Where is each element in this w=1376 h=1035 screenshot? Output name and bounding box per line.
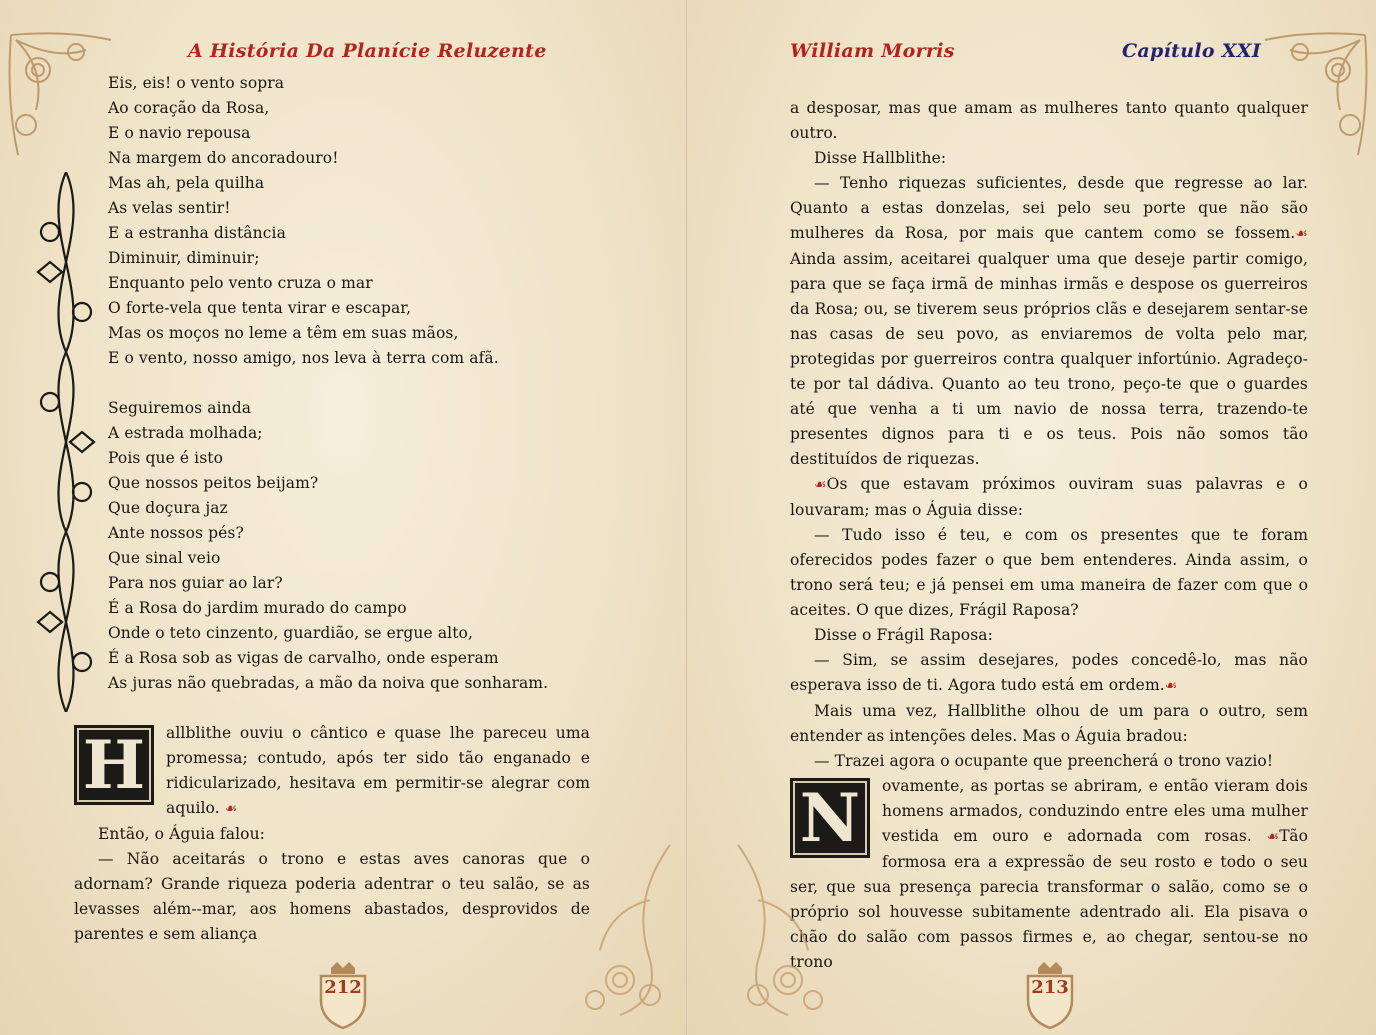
verse-line: Que doçura jaz <box>108 499 228 517</box>
verse-line: Pois que é isto <box>108 449 224 467</box>
verse-line: Que nossos peitos beijam? <box>108 474 319 492</box>
paragraph: — Tudo isso é teu, e com os presentes que te foram oferecidos podes fazer o que bem entenderes. Ainda assim, o trono será teu; e já pensei em uma maneira de fazer com que o aceites. O que dizes, Frágil Raposa? <box>790 526 1308 619</box>
verse-line: Onde o teto cinzento, guardião, se ergue alto, <box>108 624 474 642</box>
paragraph: — Sim, se assim desejares, podes concedê-lo, mas não esperava isso de ti. Agora tudo está em ordem.☙ <box>790 651 1308 694</box>
verse-line: Diminuir, diminuir; <box>108 249 260 267</box>
verse-line: Eis, eis! o vento sopra <box>108 74 285 92</box>
right-running-header-author: William Morris <box>790 40 955 62</box>
verse-line: É a Rosa sob as vigas de carvalho, onde esperam <box>108 649 499 667</box>
stanza-break <box>108 371 578 396</box>
page-number-left: 212 <box>313 960 373 1030</box>
paragraph: Mais uma vez, Hallblithe olhou de um para o outro, sem entender as intenções deles. Mas o Águia bradou: <box>790 702 1308 745</box>
paragraph: — Tenho riquezas suficientes, desde que regresse ao lar. Quanto a estas donzelas, sei pelo seu porte que não são mulheres da Rosa, por mais que cantem como se fossem.☙ Ainda assim, aceitarei qualquer uma que deseje partir comigo, para que se faça irmã de minhas irmãs e despose os guerreiros da Rosa; ou, se tiverem seus próprios clãs e desejarem sentar-se nas casas de seu povo, as enviaremos de volta pelo mar, protegidas por guerreiros contra qualquer infortúnio. Agradeço-te por tal dádiva. Quanto ao teu trono, peço-te que o guardes até que venha a ti um navio de nossa terra, trazendo-te presentes dignos para ti e os teus. Pois não somos tão destituídos de riquezas. <box>790 174 1308 468</box>
paragraph: N ovamente, as portas se abriram, e então vieram dois homens armados, conduzindo entre eles uma mulher vestida em ouro e adornada com rosas. ☙Tão formosa era a expressão de seu rosto e todo o seu ser, que sua presença parecia transformar o salão, como se o próprio sol houvesse subitamente adentrado ali. Ela pisava o chão do salão com passos firmes e, ao chegar, sentou-se no trono <box>790 777 1308 971</box>
fleuron-icon: ☙ <box>1266 829 1280 845</box>
left-running-header: A História Da Planície Reluzente <box>188 40 547 62</box>
paragraph: ☙Os que estavam próximos ouviram suas palavras e o louvaram; mas o Águia disse: <box>790 475 1308 519</box>
rose-vine-ornament-icon <box>540 840 680 1020</box>
dropcap-n: N <box>790 778 870 858</box>
verse-line: Enquanto pelo vento cruza o mar <box>108 274 373 292</box>
verse-line: Ante nossos pés? <box>108 524 244 542</box>
verse-line: Seguiremos ainda <box>108 399 252 417</box>
verse-line: As velas sentir! <box>108 199 231 217</box>
paragraph: Disse o Frágil Raposa: <box>814 626 993 644</box>
verse-line: As juras não quebradas, a mão da noiva que sonharam. <box>108 674 549 692</box>
rose-vine-ornament-icon <box>728 840 868 1020</box>
paragraph: a desposar, mas que amam as mulheres tanto quanto qualquer outro. <box>790 99 1308 142</box>
paragraph: H allblithe ouviu o cântico e quase lhe pareceu uma promessa; contudo, após ter sido tão enganado e ridicularizado, hesitava em permitir-se alegrar com aquilo. ☙ <box>74 721 590 822</box>
paragraph: — Não aceitarás o trono e estas aves canoras que o adornam? Grande riqueza poderia adentrar o teu salão, se as levasses além--mar, aos homens abastados, desprovidos de parentes e sem aliança <box>74 850 590 943</box>
verse-line: Mas ah, pela quilha <box>108 174 265 192</box>
verse-line: E a estranha distância <box>108 224 286 242</box>
paragraph: — Trazei agora o ocupante que preencherá o trono vazio! <box>814 752 1274 770</box>
fleuron-icon: ☙ <box>224 801 238 817</box>
vine-border-ornament-icon <box>30 172 102 712</box>
paragraph: Então, o Águia falou: <box>98 825 266 843</box>
verse-line: E o navio repousa <box>108 124 251 142</box>
left-prose <box>74 721 590 947</box>
fleuron-icon: ☙ <box>1295 226 1308 242</box>
verse-line: É a Rosa do jardim murado do campo <box>108 599 407 617</box>
dropcap-h: H <box>74 725 154 805</box>
right-page <box>688 0 1376 1035</box>
verse-line: A estrada molhada; <box>108 424 263 442</box>
right-running-header-chapter: Capítulo XXI <box>1122 40 1262 62</box>
page-number-right: 213 <box>1020 960 1080 1030</box>
verse-line: Ao coração da Rosa, <box>108 99 270 117</box>
poem <box>108 71 578 696</box>
paragraph: Disse Hallblithe: <box>814 149 947 167</box>
fleuron-icon: ☙ <box>814 477 827 493</box>
verse-line: Para nos guiar ao lar? <box>108 574 283 592</box>
verse-line: E o vento, nosso amigo, nos leva à terra com afã. <box>108 349 499 367</box>
corner-rose-ornament-icon <box>6 30 116 160</box>
verse-line: Que sinal veio <box>108 549 221 567</box>
verse-line: Na margem do ancoradouro! <box>108 149 339 167</box>
verse-line: Mas os moços no leme a têm em suas mãos, <box>108 324 459 342</box>
fleuron-icon: ☙ <box>1164 678 1178 694</box>
verse-line: O forte-vela que tenta virar e escapar, <box>108 299 412 317</box>
